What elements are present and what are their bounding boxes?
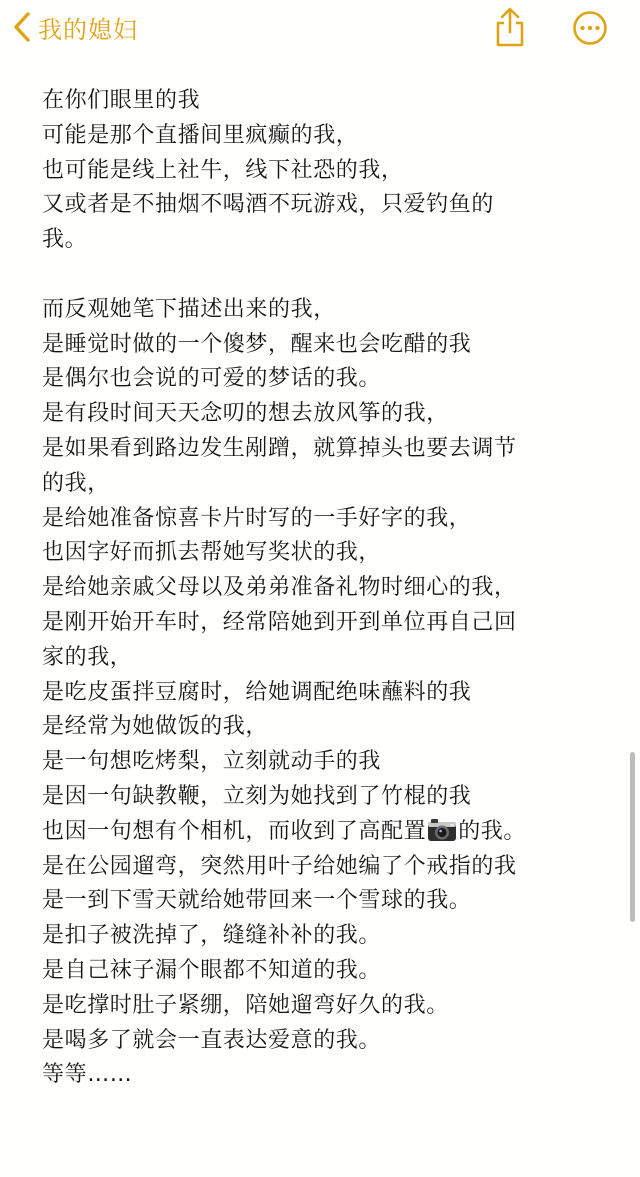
note-line: 是吃撑时肚子紧绷，陪她遛弯好久的我。	[42, 992, 449, 1018]
note-line: 是吃皮蛋拌豆腐时，给她调配绝味蘸料的我	[42, 679, 472, 705]
note-line: 是刚开始开车时，经常陪她到开到单位再自己回	[42, 609, 517, 635]
share-icon	[492, 33, 528, 52]
note-line: 家的我，	[42, 644, 133, 670]
scrollbar[interactable]	[630, 752, 635, 922]
note-line: 是自己袜子漏个眼都不知道的我。	[42, 957, 382, 983]
note-line: 的我，	[42, 470, 110, 496]
note-line: 是如果看到路边发生剐蹭，就算掉头也要去调节	[42, 435, 517, 461]
note-line: 是因一句缺教鞭，立刻为她找到了竹棍的我	[42, 783, 472, 809]
back-button[interactable]	[12, 8, 138, 46]
note-line: 是扣子被洗掉了，缝缝补补的我。	[42, 923, 382, 949]
note-line: 我。	[42, 227, 88, 253]
note-line-text: 也因一句想有个相机，而收到了高配置	[42, 818, 427, 844]
note-line: 是给她亲戚父母以及弟弟准备礼物时细心的我，	[42, 575, 517, 601]
note-line: 是一句想吃烤梨，立刻就动手的我	[42, 749, 382, 775]
note-line: 而反观她笔下描述出来的我，	[42, 296, 336, 322]
note-line: 可能是那个直播间里疯癫的我，	[42, 122, 359, 148]
more-button[interactable]	[572, 10, 608, 46]
note-line: 在你们眼里的我	[42, 88, 201, 113]
note-line: 是睡觉时做的一个傻梦，醒来也会吃醋的我	[42, 331, 472, 357]
note-line: 也可能是线上社牛，线下社恐的我，	[42, 157, 404, 183]
share-button[interactable]	[492, 6, 528, 48]
note-line: 等等……	[42, 1062, 133, 1088]
note-line: 是喝多了就会一直表达爱意的我。	[42, 1027, 382, 1053]
note-line-text: 的我。	[458, 818, 527, 844]
note-line: 是给她准备惊喜卡片时写的一手好字的我，	[42, 505, 472, 531]
note-line: 是一到下雪天就给她带回来一个雪球的我。	[42, 888, 472, 914]
camera-emoji-icon	[427, 818, 457, 854]
navigation-bar	[0, 0, 640, 56]
note-body[interactable]	[42, 84, 602, 1093]
note-line: 是有段时间天天念叨的想去放风筝的我，	[42, 401, 449, 427]
note-line: 是偶尔也会说的可爱的梦话的我。	[42, 366, 382, 392]
note-line: 是在公园遛弯，突然用叶子给她编了个戒指的我	[42, 853, 517, 879]
more-icon	[572, 31, 608, 50]
note-line: 又或者是不抽烟不喝酒不玩游戏，只爱钓鱼的	[42, 192, 495, 218]
chevron-left-icon	[12, 11, 32, 43]
back-label: 我的媳妇	[38, 15, 138, 44]
blank-line	[42, 258, 602, 293]
note-line: 也因字好而抓去帮她写奖状的我，	[42, 540, 382, 566]
camera-note-line	[42, 815, 602, 850]
note-line: 是经常为她做饭的我，	[42, 714, 269, 740]
